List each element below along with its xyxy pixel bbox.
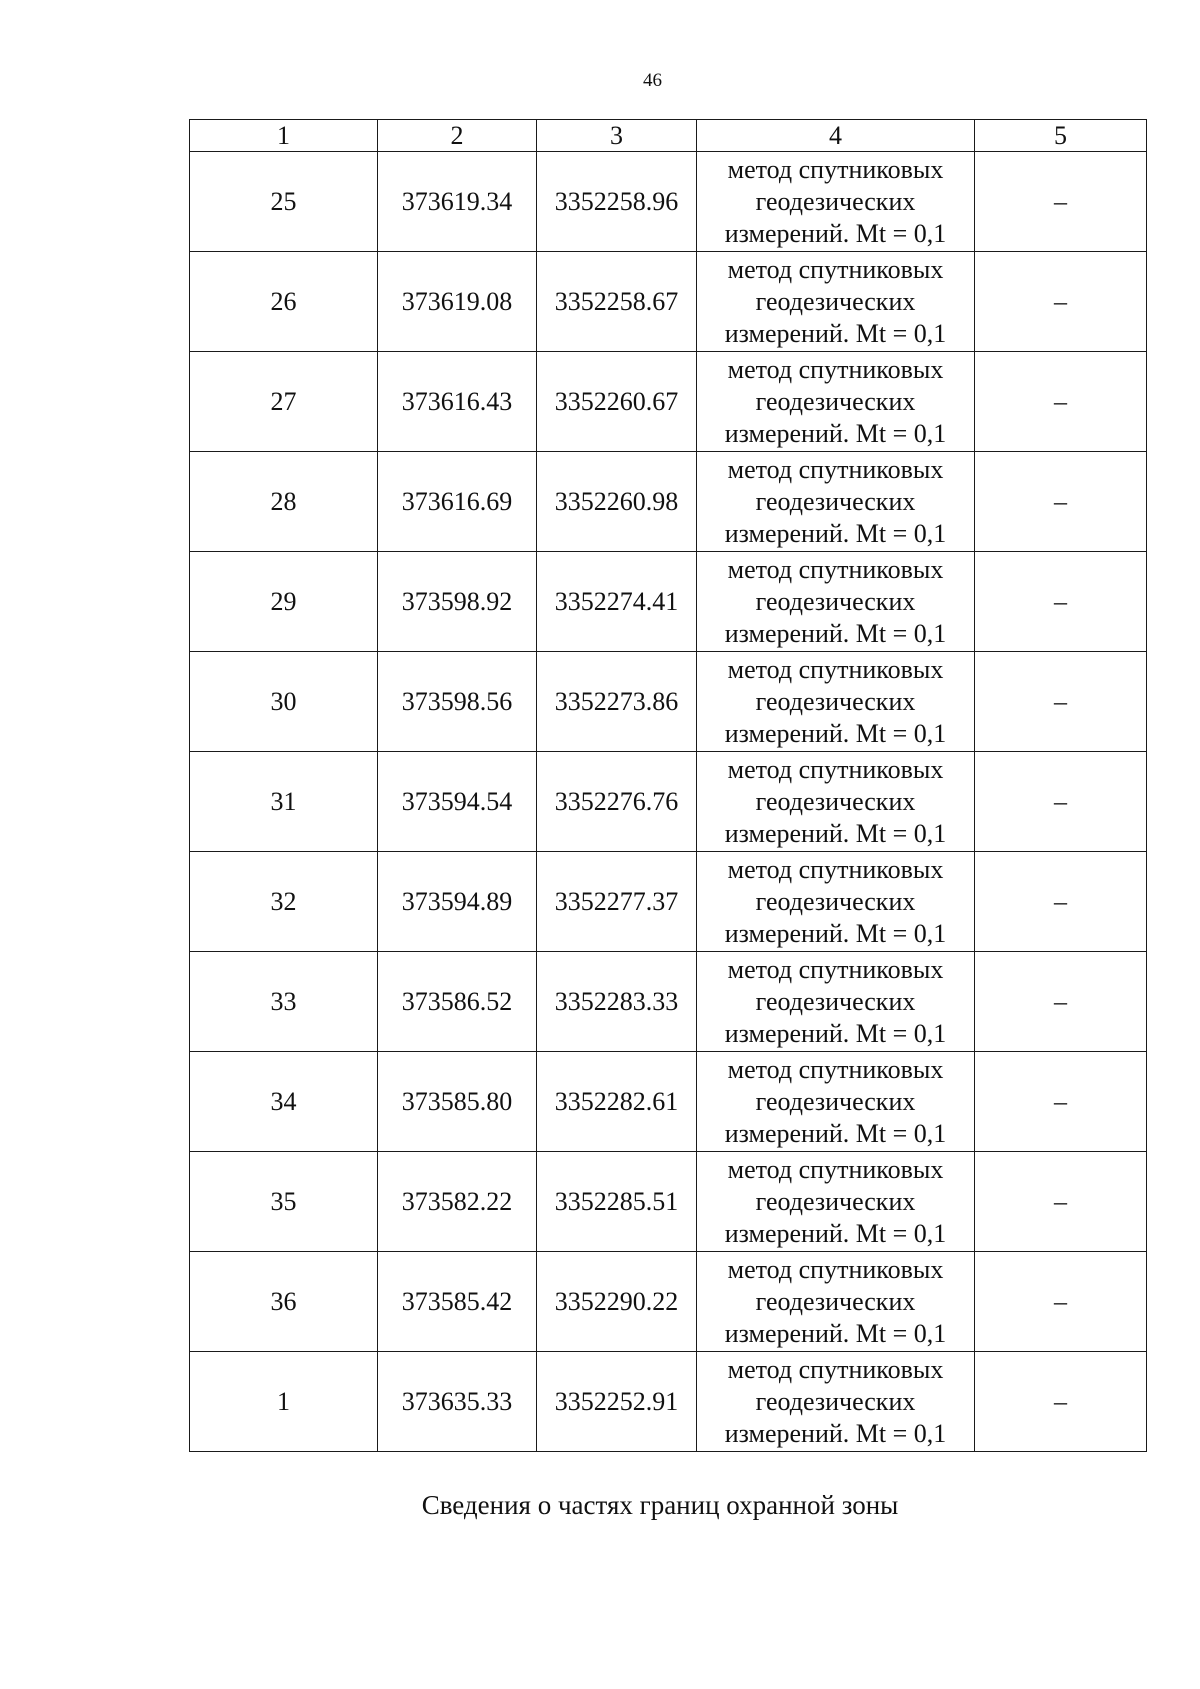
- point-number-cell: 36: [190, 1252, 378, 1352]
- method-line: геодезических: [755, 386, 916, 416]
- point-number-cell: 25: [190, 152, 378, 252]
- table-row: [190, 1352, 1147, 1452]
- point-number-cell: 26: [190, 252, 378, 352]
- method-line: измерений. Mt = 0,1: [724, 318, 947, 348]
- method-line: измерений. Mt = 0,1: [724, 818, 947, 848]
- method-line: геодезических: [755, 886, 916, 916]
- method-line: метод спутниковых: [727, 854, 944, 884]
- method-line: измерений. Mt = 0,1: [724, 1018, 947, 1048]
- note-cell: –: [975, 952, 1147, 1052]
- x-coordinate-cell: 373594.54: [378, 752, 537, 852]
- note-cell: –: [975, 252, 1147, 352]
- method-line: геодезических: [755, 286, 916, 316]
- method-cell: [697, 152, 975, 252]
- method-line: измерений. Mt = 0,1: [724, 1218, 947, 1248]
- method-line: геодезических: [755, 486, 916, 516]
- y-coordinate-cell: 3352260.67: [537, 352, 697, 452]
- x-coordinate-cell: 373619.08: [378, 252, 537, 352]
- y-coordinate-cell: 3352283.33: [537, 952, 697, 1052]
- method-line: метод спутниковых: [727, 654, 944, 684]
- x-coordinate-cell: 373616.69: [378, 452, 537, 552]
- method-cell: [697, 352, 975, 452]
- method-line: метод спутниковых: [727, 154, 944, 184]
- table-row: [190, 952, 1147, 1052]
- section-title: Сведения о частях границ охранной зоны: [421, 1490, 899, 1520]
- method-line: геодезических: [755, 1386, 916, 1416]
- point-number-cell: 35: [190, 1152, 378, 1252]
- method-cell: [697, 852, 975, 952]
- table-row: [190, 152, 1147, 252]
- point-number-cell: 27: [190, 352, 378, 452]
- method-line: геодезических: [755, 1086, 916, 1116]
- note-cell: –: [975, 152, 1147, 252]
- method-cell: [697, 1052, 975, 1152]
- x-coordinate-cell: 373635.33: [378, 1352, 537, 1452]
- note-cell: –: [975, 1252, 1147, 1352]
- method-line: метод спутниковых: [727, 1154, 944, 1184]
- method-line: измерений. Mt = 0,1: [724, 618, 947, 648]
- x-coordinate-cell: 373585.80: [378, 1052, 537, 1152]
- x-coordinate-cell: 373585.42: [378, 1252, 537, 1352]
- method-line: метод спутниковых: [727, 754, 944, 784]
- y-coordinate-cell: 3352274.41: [537, 552, 697, 652]
- method-line: геодезических: [755, 786, 916, 816]
- y-coordinate-cell: 3352273.86: [537, 652, 697, 752]
- y-coordinate-cell: 3352290.22: [537, 1252, 697, 1352]
- x-coordinate-cell: 373616.43: [378, 352, 537, 452]
- y-coordinate-cell: 3352258.67: [537, 252, 697, 352]
- x-coordinate-cell: 373598.92: [378, 552, 537, 652]
- method-line: измерений. Mt = 0,1: [724, 918, 947, 948]
- table-row: [190, 1052, 1147, 1152]
- column-header: 2: [378, 120, 537, 152]
- method-line: геодезических: [755, 986, 916, 1016]
- method-cell: [697, 252, 975, 352]
- method-line: геодезических: [755, 1286, 916, 1316]
- y-coordinate-cell: 3352260.98: [537, 452, 697, 552]
- method-cell: [697, 452, 975, 552]
- method-line: измерений. Mt = 0,1: [724, 418, 947, 448]
- x-coordinate-cell: 373594.89: [378, 852, 537, 952]
- method-line: измерений. Mt = 0,1: [724, 1418, 947, 1448]
- note-cell: –: [975, 352, 1147, 452]
- method-cell: [697, 1152, 975, 1252]
- method-line: метод спутниковых: [727, 1054, 944, 1084]
- point-number-cell: 28: [190, 452, 378, 552]
- method-line: геодезических: [755, 1186, 916, 1216]
- method-cell: [697, 1352, 975, 1452]
- method-line: геодезических: [755, 586, 916, 616]
- y-coordinate-cell: 3352258.96: [537, 152, 697, 252]
- table-row: [190, 552, 1147, 652]
- y-coordinate-cell: 3352282.61: [537, 1052, 697, 1152]
- table-row: [190, 352, 1147, 452]
- y-coordinate-cell: 3352252.91: [537, 1352, 697, 1452]
- column-header: 4: [697, 120, 975, 152]
- note-cell: –: [975, 852, 1147, 952]
- method-line: метод спутниковых: [727, 554, 944, 584]
- y-coordinate-cell: 3352277.37: [537, 852, 697, 952]
- note-cell: –: [975, 1152, 1147, 1252]
- note-cell: –: [975, 452, 1147, 552]
- table-row: [190, 1152, 1147, 1252]
- point-number-cell: 29: [190, 552, 378, 652]
- note-cell: –: [975, 552, 1147, 652]
- method-cell: [697, 752, 975, 852]
- table-row: [190, 252, 1147, 352]
- note-cell: –: [975, 1352, 1147, 1452]
- point-number-cell: 34: [190, 1052, 378, 1152]
- point-number-cell: 32: [190, 852, 378, 952]
- y-coordinate-cell: 3352276.76: [537, 752, 697, 852]
- method-cell: [697, 952, 975, 1052]
- x-coordinate-cell: 373586.52: [378, 952, 537, 1052]
- x-coordinate-cell: 373598.56: [378, 652, 537, 752]
- method-cell: [697, 652, 975, 752]
- method-line: метод спутниковых: [727, 1354, 944, 1384]
- table-row: [190, 752, 1147, 852]
- table-row: [190, 1252, 1147, 1352]
- method-line: метод спутниковых: [727, 354, 944, 384]
- note-cell: –: [975, 1052, 1147, 1152]
- point-number-cell: 1: [190, 1352, 378, 1452]
- coordinates-table: [189, 119, 1147, 1452]
- point-number-cell: 30: [190, 652, 378, 752]
- page-number: 46: [643, 70, 662, 91]
- column-header: 5: [975, 120, 1147, 152]
- note-cell: –: [975, 752, 1147, 852]
- x-coordinate-cell: 373582.22: [378, 1152, 537, 1252]
- point-number-cell: 33: [190, 952, 378, 1052]
- method-line: измерений. Mt = 0,1: [724, 1118, 947, 1148]
- point-number-cell: 31: [190, 752, 378, 852]
- table-body: [190, 152, 1147, 1452]
- method-line: метод спутниковых: [727, 1254, 944, 1284]
- column-header: 3: [537, 120, 697, 152]
- x-coordinate-cell: 373619.34: [378, 152, 537, 252]
- method-line: измерений. Mt = 0,1: [724, 718, 947, 748]
- table-row: [190, 652, 1147, 752]
- method-line: измерений. Mt = 0,1: [724, 218, 947, 248]
- method-cell: [697, 552, 975, 652]
- y-coordinate-cell: 3352285.51: [537, 1152, 697, 1252]
- table-row: [190, 452, 1147, 552]
- table-header-row: [190, 120, 1147, 152]
- note-cell: –: [975, 652, 1147, 752]
- method-line: метод спутниковых: [727, 954, 944, 984]
- method-line: измерений. Mt = 0,1: [724, 1318, 947, 1348]
- method-line: измерений. Mt = 0,1: [724, 518, 947, 548]
- column-header: 1: [190, 120, 378, 152]
- method-line: метод спутниковых: [727, 254, 944, 284]
- method-cell: [697, 1252, 975, 1352]
- table-row: [190, 852, 1147, 952]
- method-line: метод спутниковых: [727, 454, 944, 484]
- method-line: геодезических: [755, 686, 916, 716]
- method-line: геодезических: [755, 186, 916, 216]
